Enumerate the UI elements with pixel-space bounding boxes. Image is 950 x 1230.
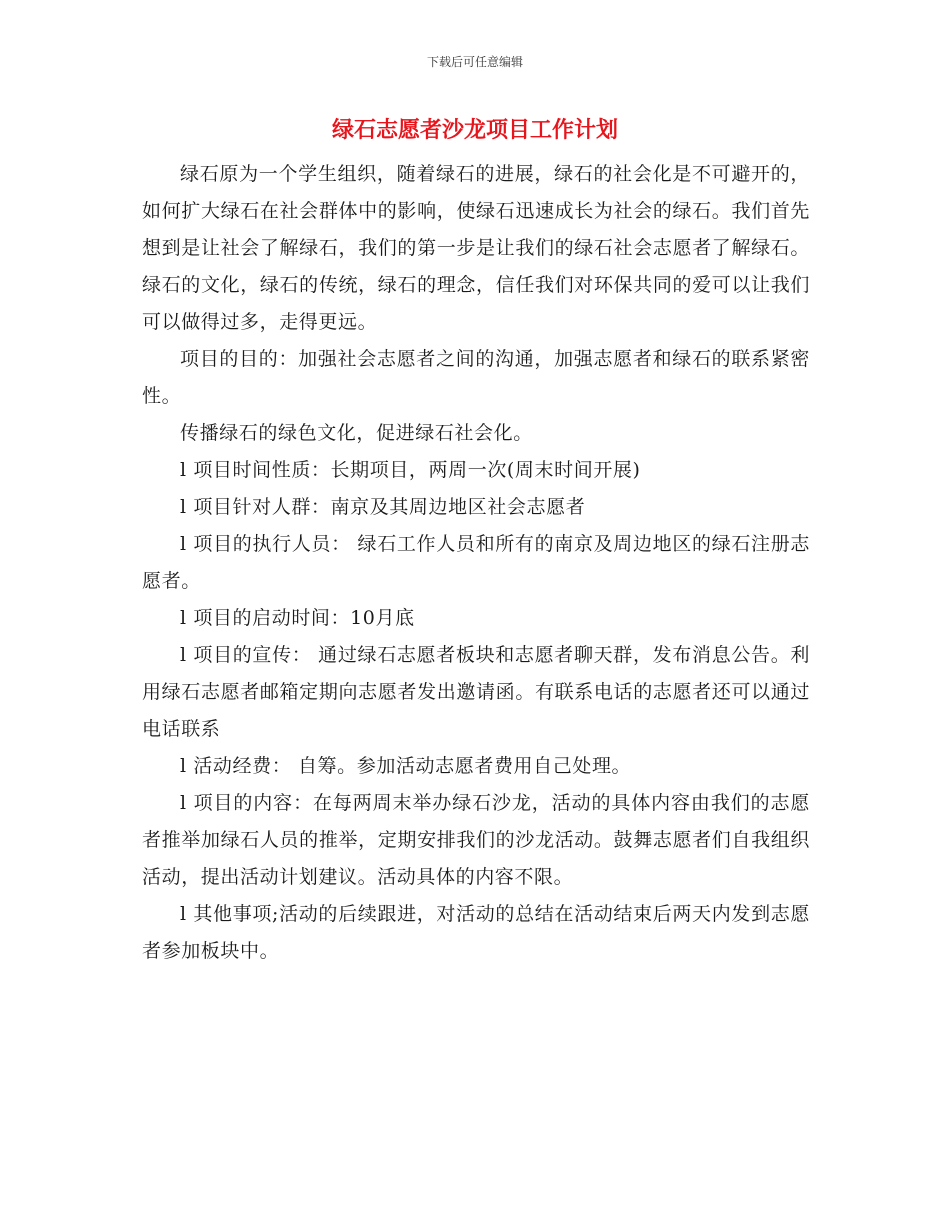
paragraph-target-group: l 项目针对人群：南京及其周边地区社会志愿者 (180, 496, 586, 518)
document-title: 绿石志愿者沙龙项目工作计划 (331, 118, 618, 143)
paragraph-purpose: 项目的目的：加强社会志愿者之间的沟通，加强志愿者和绿石的联系紧密性。 (142, 348, 810, 407)
paragraph-content: l 项目的内容：在每两周末举办绿石沙龙，活动的具体内容由我们的志愿者推举加绿石人员的推举，定期安排我们的沙龙活动。鼓舞志愿者们自我组织活动，提出活动计划建议。活动具体的内容不限。 (142, 792, 810, 888)
header-note: 下载后可任意编辑 (426, 55, 523, 69)
paragraph-time-nature: l 项目时间性质：长期项目，两周一次(周末时间开展) (180, 459, 641, 481)
paragraph-publicity: l 项目的宣传： 通过绿石志愿者板块和志愿者聊天群，发布消息公告。利用绿石志愿者邮箱定期向志愿者发出邀请函。有联系电话的志愿者还可以通过电话联系 (142, 644, 810, 740)
paragraph-intro: 绿石原为一个学生组织，随着绿石的进展，绿石的社会化是不可避开的，如何扩大绿石在社会群体中的影响，使绿石迅速成长为社会的绿石。我们首先想到是让社会了解绿石，我们的第一步是让我们的绿石社会志愿者了解绿石。绿石的文化，绿石的传统，绿石的理念，信任我们对环保共同的爱可以让我们可以做得过多，走得更远。 (142, 163, 810, 333)
document-body (142, 156, 810, 970)
paragraph-other-matters: l 其他事项;活动的后续跟进，对活动的总结在活动结束后两天内发到志愿者参加板块中。 (142, 903, 810, 962)
paragraph-executors: l 项目的执行人员： 绿石工作人员和所有的南京及周边地区的绿石注册志愿者。 (142, 533, 810, 592)
paragraph-funding: l 活动经费： 自筹。参加活动志愿者费用自己处理。 (180, 755, 632, 777)
paragraph-spread-culture: 传播绿石的绿色文化，促进绿石社会化。 (180, 422, 533, 444)
paragraph-start-time: l 项目的启动时间：10月底 (180, 607, 415, 629)
